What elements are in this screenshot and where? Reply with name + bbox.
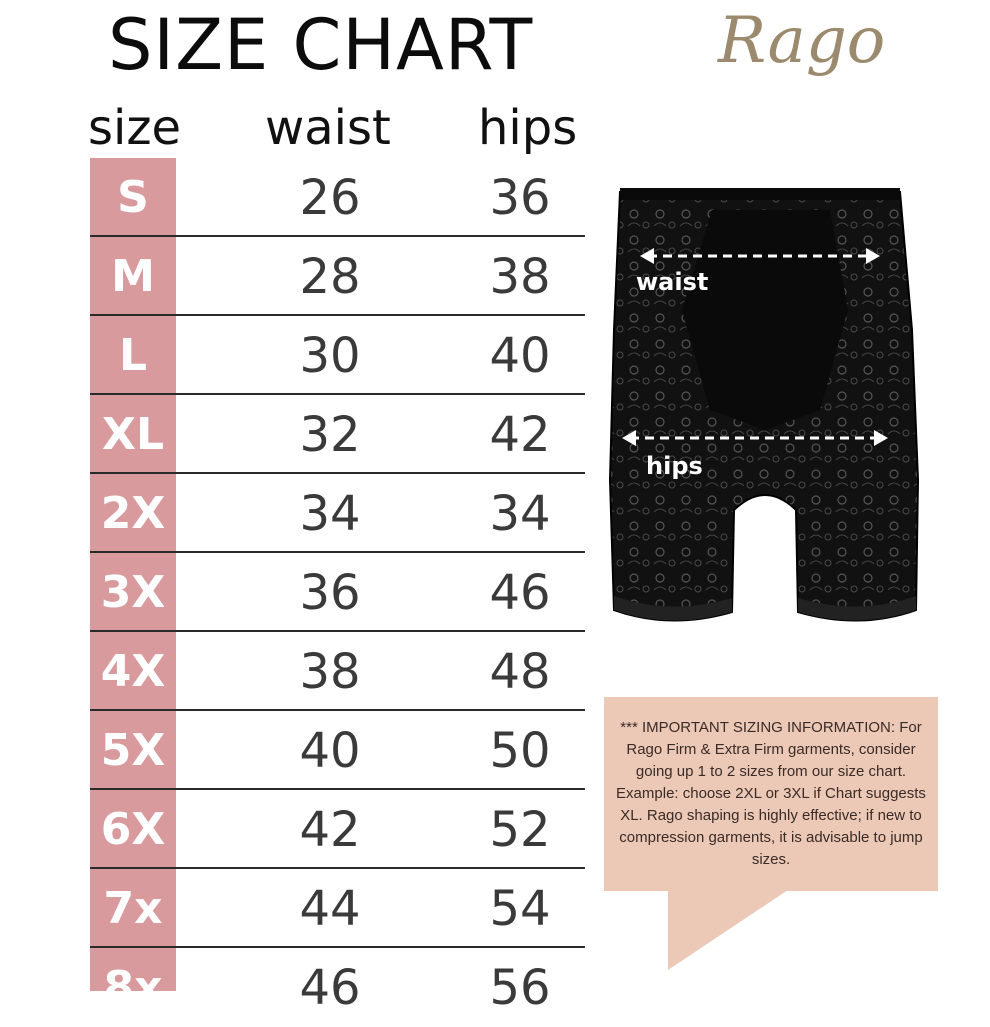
table-row (90, 790, 585, 869)
header-waist: waist (265, 100, 391, 156)
waist-cell: 36 (299, 564, 361, 621)
size-cell: 5X (100, 725, 166, 776)
table-row (90, 711, 585, 790)
table-row (90, 237, 585, 316)
header-hips: hips (478, 100, 578, 156)
waist-cell: 46 (299, 959, 361, 1016)
waist-cell: 40 (299, 722, 361, 779)
hips-cell: 42 (489, 406, 551, 463)
table-row (90, 869, 585, 948)
table-row (90, 474, 585, 553)
hips-cell: 38 (489, 248, 551, 305)
size-cell: 6X (100, 804, 166, 855)
size-cell: 2X (100, 488, 166, 539)
hips-cell: 50 (489, 722, 551, 779)
table-row (90, 395, 585, 474)
brand-logo (712, 0, 942, 80)
waist-cell: 26 (299, 169, 361, 226)
brand-logo-text: Rago (718, 4, 886, 78)
garment-illustration (600, 180, 930, 640)
size-cell: 4X (100, 646, 166, 697)
hips-cell: 36 (489, 169, 551, 226)
hips-cell: 46 (489, 564, 551, 621)
table-row (90, 158, 585, 237)
waist-cell: 34 (299, 485, 361, 542)
size-cell: M (111, 251, 155, 302)
table-row (90, 316, 585, 395)
size-cell: XL (102, 409, 164, 460)
sizing-info-callout (604, 697, 938, 891)
size-cell: 3X (100, 567, 166, 618)
hips-cell: 52 (489, 801, 551, 858)
waist-cell: 30 (299, 327, 361, 384)
waist-cell: 28 (299, 248, 361, 305)
table-row (90, 948, 585, 1027)
callout-tail (668, 890, 788, 970)
size-cell: S (117, 172, 149, 223)
waist-label: waist (636, 268, 709, 296)
hips-cell: 48 (489, 643, 551, 700)
waist-cell: 42 (299, 801, 361, 858)
table-row (90, 632, 585, 711)
sizing-info-text: *** IMPORTANT SIZING INFORMATION: For Rago Firm & Extra Firm garments, consider going up 1 to 2 sizes from our size chart. Example: choose 2XL or 3XL if Chart suggests XL. Rago shaping is highly effective; if new to compression garments, it is advisable to jump sizes. (616, 719, 926, 868)
page-title: SIZE CHART (108, 4, 534, 86)
table-row (90, 553, 585, 632)
size-cell: L (118, 330, 148, 381)
size-cell: 7x (103, 883, 163, 934)
waist-cell: 32 (299, 406, 361, 463)
hips-cell: 56 (489, 959, 551, 1016)
waist-cell: 44 (299, 880, 361, 937)
hips-cell: 40 (489, 327, 551, 384)
hips-cell: 34 (489, 485, 551, 542)
header-size: size (88, 100, 182, 156)
hips-label: hips (646, 452, 703, 480)
waist-cell: 38 (299, 643, 361, 700)
size-cell: 8x (103, 962, 163, 1013)
hips-cell: 54 (489, 880, 551, 937)
